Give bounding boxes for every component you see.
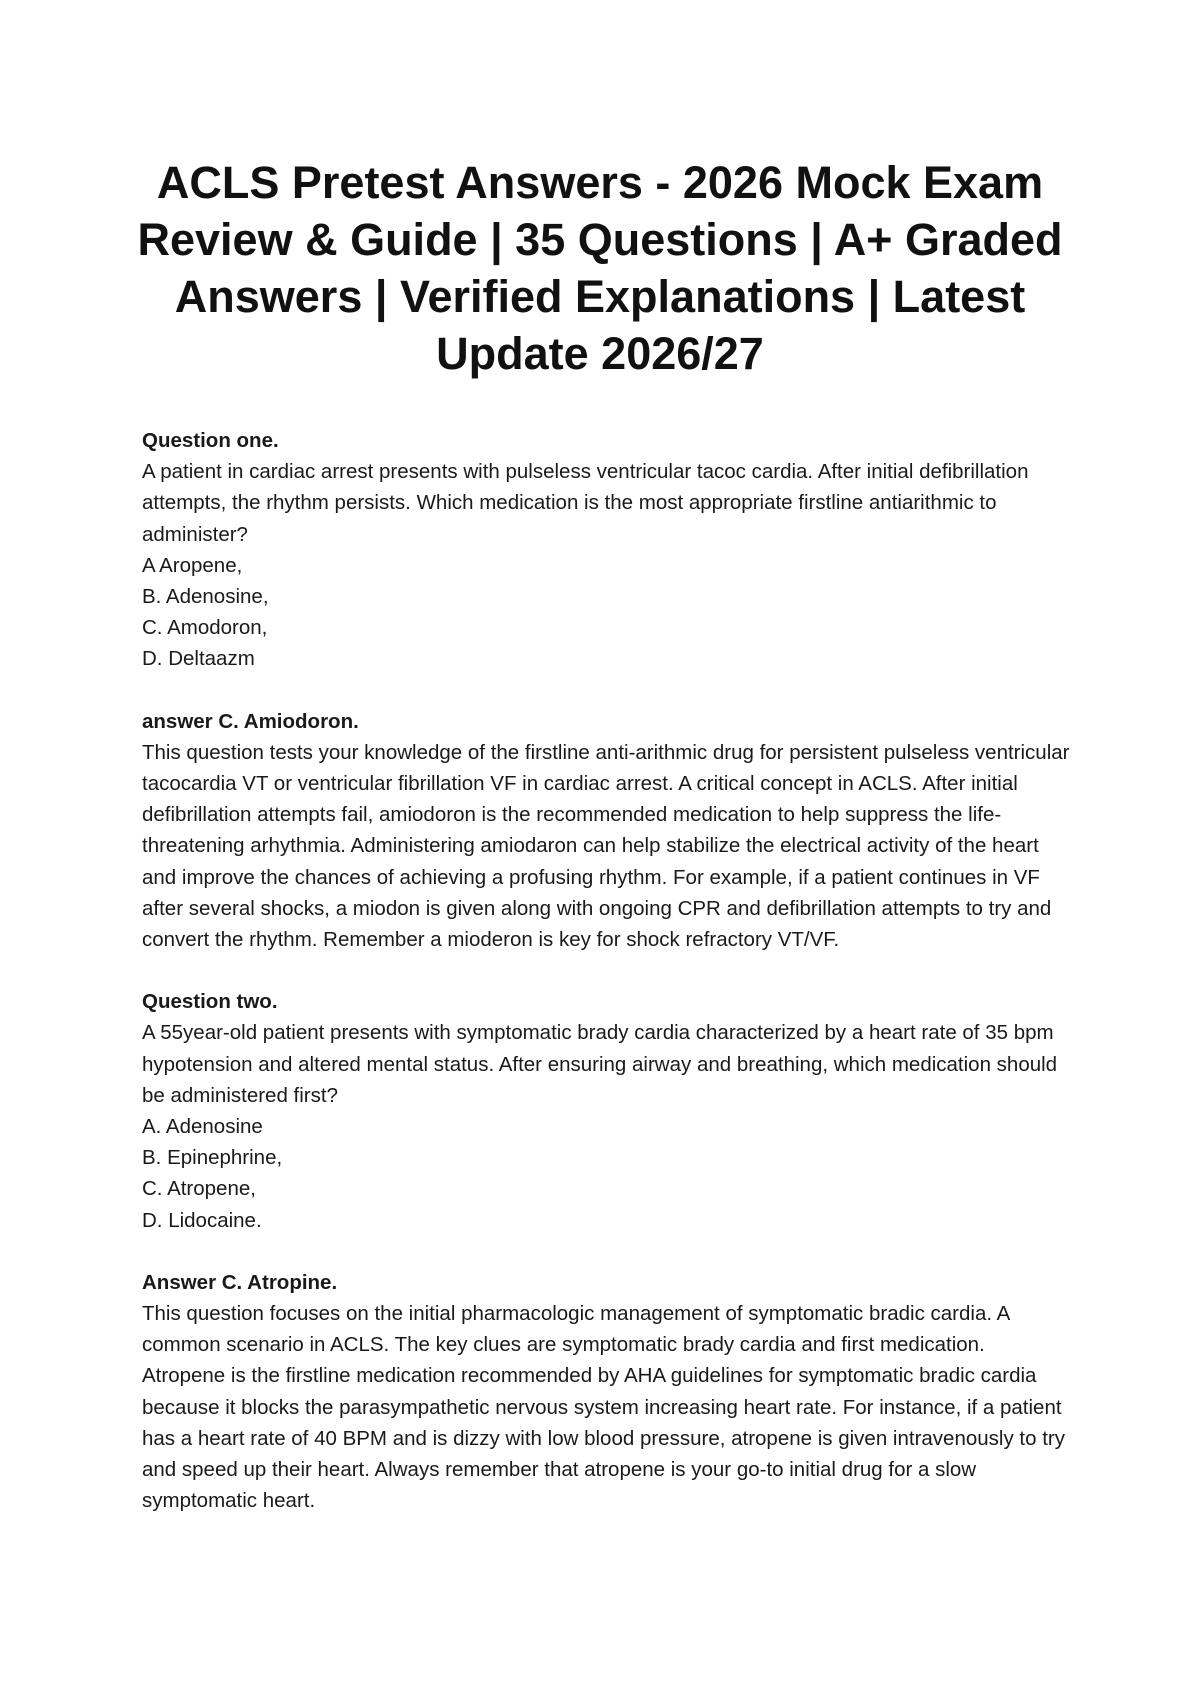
question-block [142, 986, 1072, 1236]
spacer [142, 675, 1072, 706]
answer-label: Answer C. Atropine. [142, 1270, 338, 1294]
answer-block [142, 1267, 1072, 1517]
answer-explanation: This question focuses on the initial pharmacologic management of symptomatic bradic cardia. A common scenario in ACLS. The key clues are symptomatic brady cardia and first medication. Atropene is the firstline medication recommended by AHA guidelines for symptomatic bradic cardia because it blocks the parasympathetic nervous system increasing heart rate. For instance, if a patient has a heart rate of 40 BPM and is dizzy with low blood pressure, atropene is given intravenously to try and speed up their heart. Always remember that atropene is your go-to initial drug for a slow symptomatic heart. [142, 1302, 1065, 1513]
answer-option: B. Adenosine, [142, 585, 269, 609]
answer-option: D. Lidocaine. [142, 1208, 262, 1232]
answer-option: C. Atropene, [142, 1177, 256, 1201]
question-text: A 55year-old patient presents with symptomatic brady cardia characterized by a heart rate of 35 bpm hypotension and altered mental status. After ensuring airway and breathing, which medication should be administered first? [142, 1021, 1058, 1107]
question-text: A patient in cardiac arrest presents with pulseless ventricular tacoc cardia. After initial defibrillation attempts, the rhythm persists. Which medication is the most appropriate firstline antiarithmic to administer? [142, 460, 1029, 546]
answer-explanation: This question tests your knowledge of the firstline anti-arithmic drug for persistent pulseless ventricular tacocardia VT or ventricular fibrillation VF in cardiac arrest. A critical concept in ACLS. After initial defibrillation attempts fail, amiodoron is the recommended medication to help suppress the life-threatening arhythmia. Administering amiodaron can help stabilize the electrical activity of the heart and improve the chances of achieving a profusing rhythm. For example, if a patient continues in VF after several shocks, a miodon is given along with ongoing CPR and defibrillation attempts to try and convert the rhythm. Remember a mioderon is key for shock refractory VT/VF. [142, 740, 1070, 952]
question-block [142, 425, 1072, 675]
document-title: ACLS Pretest Answers - 2026 Mock Exam Review & Guide | 35 Questions | A+ Graded Answers | Verified Explanations | Latest Update 2026/27 [137, 157, 1063, 379]
question-label: Question one. [142, 429, 279, 452]
answer-option: C. Amodoron, [142, 616, 268, 640]
document-body [142, 425, 1072, 1517]
answer-option: B. Epinephrine, [142, 1146, 283, 1170]
answer-block [142, 706, 1072, 956]
spacer [142, 955, 1072, 986]
spacer [142, 1236, 1072, 1267]
answer-option: A. Adenosine [142, 1115, 263, 1139]
question-label: Question two. [142, 990, 278, 1014]
answer-label: answer C. Amiodoron. [142, 709, 359, 733]
answer-option: D. Deltaazm [142, 647, 255, 671]
answer-option: A Aropene, [142, 553, 243, 577]
